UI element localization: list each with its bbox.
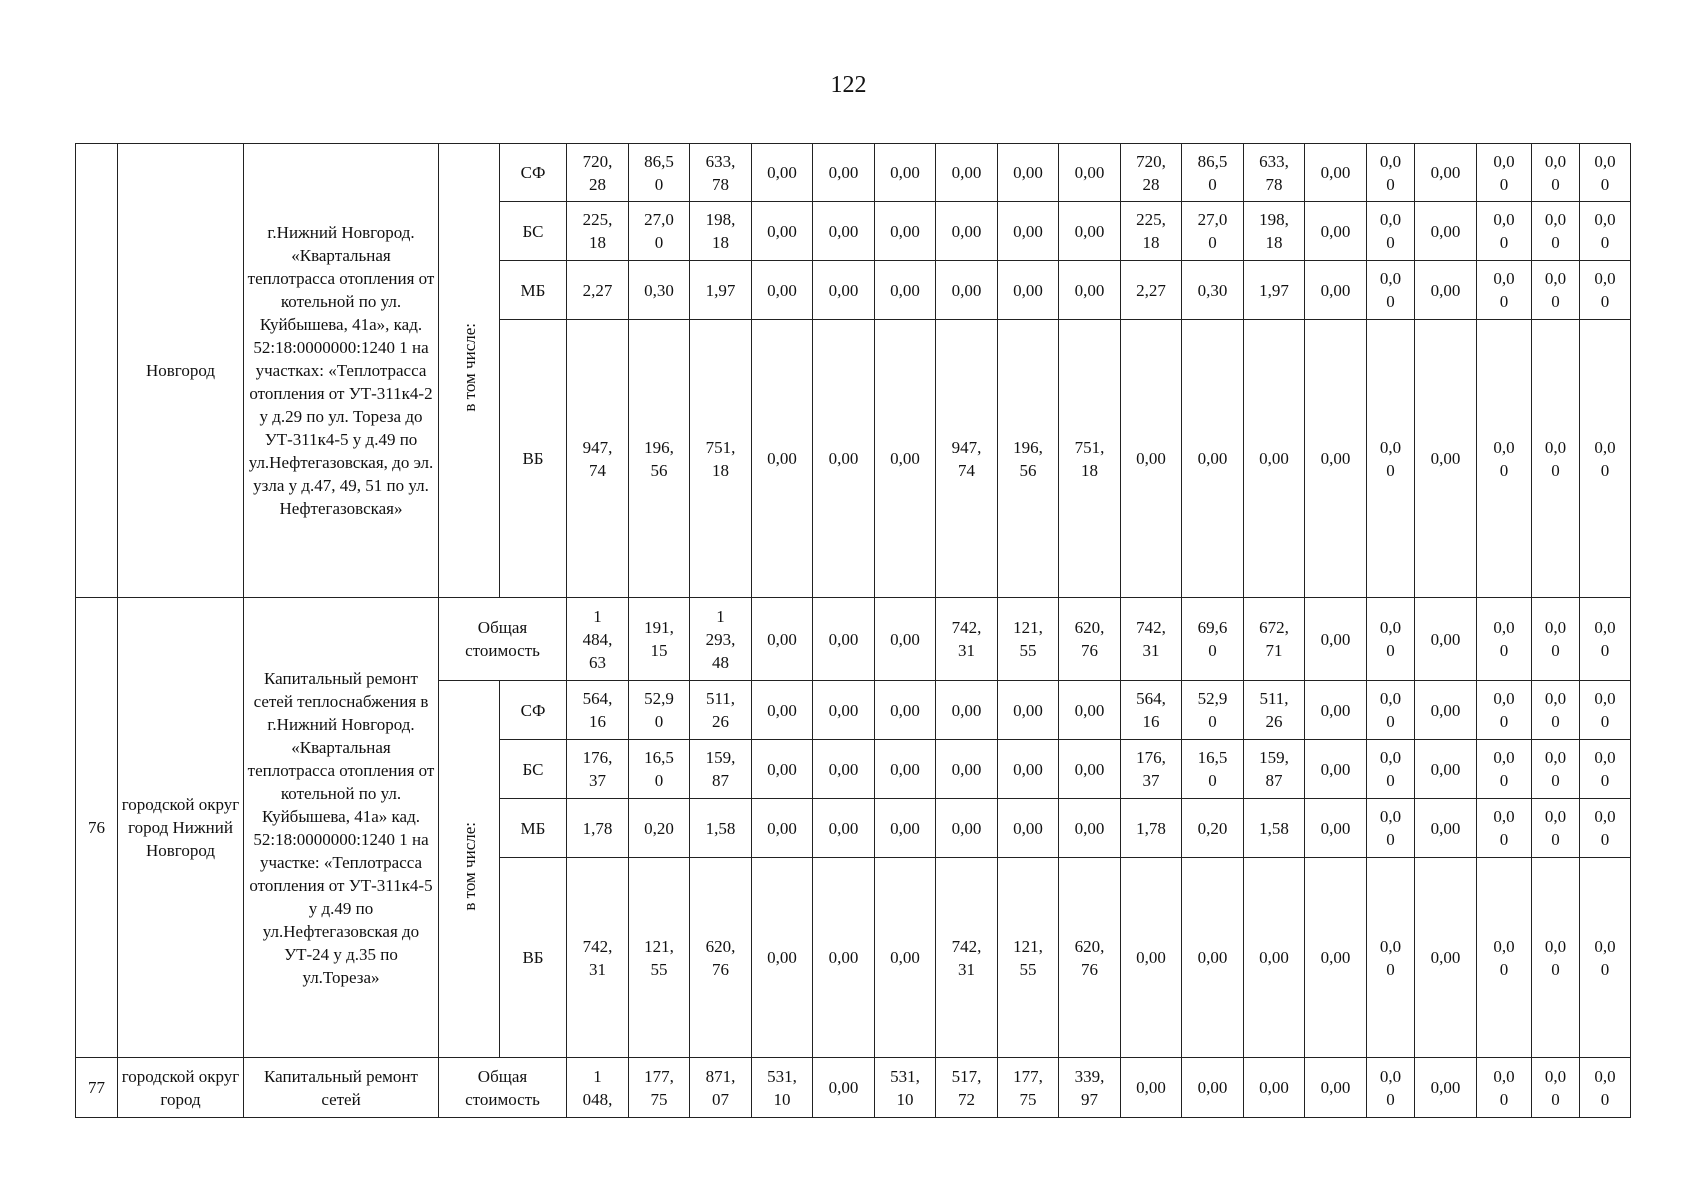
value-cell: 0,00 [813,320,875,598]
value-cell: 0,00 [813,681,875,740]
value-cell: 0,00 [813,261,875,320]
value-cell: 225, 18 [1121,202,1182,261]
total-cost-label: Общая стоимость [439,598,567,681]
value-cell: 121, 55 [998,858,1059,1058]
project-description: Капитальный ремонт сетей теплоснабжения в г.Нижний Новгород. «Квартальная теплотрасса отопления от котельной по ул. Куйбышева, 41а» кад. 52:18:0000000:1240 1 на участке: «Теплотрасса отопления от УТ-311к4-5 у д.49 по ул.Нефтегазовская до УТ-24 у д.35 по ул.Тореза» [244,598,439,1058]
value-cell: 564, 16 [567,681,629,740]
value-cell: 0,00 [1059,799,1121,858]
value-cell: 0,00 [1415,598,1477,681]
value-cell: 0,00 [813,598,875,681]
value-cell: 0,0 0 [1532,1058,1580,1118]
value-cell: 947, 74 [567,320,629,598]
page-number: 122 [830,72,867,98]
value-cell: 620, 76 [1059,598,1121,681]
value-cell: 0,00 [875,598,936,681]
value-cell: 0,00 [813,202,875,261]
value-cell: 511, 26 [1244,681,1305,740]
value-cell: 0,0 0 [1367,858,1415,1058]
value-cell: 198, 18 [690,202,752,261]
value-cell: 531, 10 [752,1058,813,1118]
value-cell: 742, 31 [1121,598,1182,681]
value-cell: 0,00 [998,202,1059,261]
value-cell: 196, 56 [998,320,1059,598]
value-cell: 0,00 [936,261,998,320]
value-cell: 0,0 0 [1580,740,1631,799]
row-number: 76 [76,598,118,1058]
value-cell: 0,0 0 [1580,858,1631,1058]
value-cell: 0,00 [998,261,1059,320]
value-cell: 0,0 0 [1580,320,1631,598]
value-cell: 0,00 [813,1058,875,1118]
value-cell: 0,00 [1305,202,1367,261]
funding-source-label: СФ [500,681,567,740]
value-cell: 0,00 [1415,202,1477,261]
value-cell: 0,0 0 [1477,144,1532,202]
value-cell: 0,00 [936,202,998,261]
value-cell: 0,00 [752,202,813,261]
value-cell: 0,20 [1182,799,1244,858]
municipality-name: городской округ город [118,1058,244,1118]
table-row [76,1058,1631,1118]
value-cell: 0,0 0 [1367,598,1415,681]
value-cell: 0,00 [998,799,1059,858]
value-cell: 0,20 [629,799,690,858]
value-cell: 0,0 0 [1532,858,1580,1058]
value-cell: 16,5 0 [1182,740,1244,799]
value-cell: 225, 18 [567,202,629,261]
project-description: Капитальный ремонт сетей [244,1058,439,1118]
value-cell: 0,00 [1244,320,1305,598]
value-cell: 27,0 0 [629,202,690,261]
value-cell: 0,00 [1059,740,1121,799]
value-cell: 16,5 0 [629,740,690,799]
value-cell: 742, 31 [567,858,629,1058]
value-cell: 0,00 [875,261,936,320]
value-cell: 0,00 [1415,799,1477,858]
table-row [76,598,1631,681]
value-cell: 0,00 [752,598,813,681]
value-cell: 177, 75 [998,1058,1059,1118]
value-cell: 0,00 [1244,858,1305,1058]
value-cell: 633, 78 [1244,144,1305,202]
value-cell: 1,97 [1244,261,1305,320]
value-cell: 0,0 0 [1477,799,1532,858]
in-total-text: в том числе: [459,821,479,911]
value-cell: 176, 37 [1121,740,1182,799]
value-cell: 0,00 [813,144,875,202]
municipality-name: Новгород [118,144,244,598]
value-cell: 0,0 0 [1532,320,1580,598]
value-cell: 0,0 0 [1477,1058,1532,1118]
funding-source-label: МБ [500,261,567,320]
value-cell: 0,00 [1415,681,1477,740]
value-cell: 176, 37 [567,740,629,799]
value-cell: 177, 75 [629,1058,690,1118]
value-cell: 339, 97 [1059,1058,1121,1118]
value-cell: 1 484, 63 [567,598,629,681]
value-cell: 0,0 0 [1477,858,1532,1058]
value-cell: 531, 10 [875,1058,936,1118]
value-cell: 751, 18 [690,320,752,598]
value-cell: 0,0 0 [1532,202,1580,261]
row-number: 77 [76,1058,118,1118]
value-cell: 86,5 0 [1182,144,1244,202]
value-cell: 0,0 0 [1367,681,1415,740]
value-cell: 52,9 0 [629,681,690,740]
municipality-name: городской округ город Нижний Новгород [118,598,244,1058]
value-cell: 0,00 [875,740,936,799]
value-cell: 0,00 [752,740,813,799]
value-cell: 0,00 [875,858,936,1058]
value-cell: 0,00 [1182,858,1244,1058]
value-cell: 0,0 0 [1477,261,1532,320]
value-cell: 191, 15 [629,598,690,681]
value-cell: 0,00 [875,681,936,740]
value-cell: 0,00 [1415,740,1477,799]
value-cell: 672, 71 [1244,598,1305,681]
value-cell: 0,00 [936,740,998,799]
value-cell: 0,0 0 [1532,681,1580,740]
value-cell: 0,00 [936,681,998,740]
value-cell: 0,00 [1059,202,1121,261]
value-cell: 0,00 [813,740,875,799]
value-cell: 511, 26 [690,681,752,740]
value-cell: 0,0 0 [1367,740,1415,799]
value-cell: 0,0 0 [1477,598,1532,681]
value-cell: 0,30 [1182,261,1244,320]
funding-source-label: СФ [500,144,567,202]
value-cell: 0,0 0 [1580,598,1631,681]
in-total-label [439,681,500,1058]
value-cell: 720, 28 [1121,144,1182,202]
funding-source-label: БС [500,202,567,261]
total-cost-label: Общая стоимость [439,1058,567,1118]
value-cell: 0,00 [1415,858,1477,1058]
funding-table [75,143,1631,1118]
value-cell: 0,0 0 [1367,320,1415,598]
value-cell: 620, 76 [690,858,752,1058]
value-cell: 0,0 0 [1532,598,1580,681]
project-description: г.Нижний Новгород. «Квартальная теплотрасса отопления от котельной по ул. Куйбышева, 41а», кад. 52:18:0000000:1240 1 на участках: «Теплотрасса отопления от УТ-311к4-2 у д.29 по ул. Тореза до УТ-311к4-5 у д.49 по ул.Нефтегазовская, до эл. узла у д.47, 49, 51 по ул. Нефтегазовская» [244,144,439,598]
value-cell: 0,00 [1415,1058,1477,1118]
value-cell: 0,00 [752,681,813,740]
value-cell: 0,0 0 [1367,261,1415,320]
value-cell: 0,0 0 [1580,681,1631,740]
value-cell: 0,0 0 [1367,202,1415,261]
value-cell: 0,00 [875,144,936,202]
value-cell: 159, 87 [1244,740,1305,799]
value-cell: 564, 16 [1121,681,1182,740]
funding-source-label: БС [500,740,567,799]
value-cell: 0,00 [936,799,998,858]
value-cell: 742, 31 [936,858,998,1058]
row-number [76,144,118,598]
value-cell: 0,00 [875,799,936,858]
value-cell: 0,0 0 [1532,799,1580,858]
value-cell: 2,27 [567,261,629,320]
value-cell: 121, 55 [998,598,1059,681]
value-cell: 751, 18 [1059,320,1121,598]
value-cell: 0,0 0 [1477,202,1532,261]
value-cell: 0,0 0 [1580,144,1631,202]
value-cell: 1 293, 48 [690,598,752,681]
value-cell: 0,0 0 [1367,799,1415,858]
value-cell: 0,00 [1415,320,1477,598]
value-cell: 0,00 [1305,858,1367,1058]
value-cell: 0,00 [752,858,813,1058]
value-cell: 69,6 0 [1182,598,1244,681]
value-cell: 1 048, [567,1058,629,1118]
value-cell: 0,0 0 [1580,261,1631,320]
value-cell: 198, 18 [1244,202,1305,261]
value-cell: 0,00 [752,320,813,598]
value-cell: 720, 28 [567,144,629,202]
value-cell: 0,00 [813,799,875,858]
value-cell: 0,0 0 [1367,144,1415,202]
value-cell: 1,58 [690,799,752,858]
value-cell: 0,00 [752,144,813,202]
value-cell: 1,78 [567,799,629,858]
value-cell: 0,00 [1244,1058,1305,1118]
value-cell: 0,00 [1059,261,1121,320]
value-cell: 0,00 [998,740,1059,799]
value-cell: 0,0 0 [1532,144,1580,202]
in-total-text: в том числе: [459,323,479,412]
value-cell: 0,00 [1059,144,1121,202]
value-cell: 0,0 0 [1580,799,1631,858]
value-cell: 0,00 [1121,1058,1182,1118]
value-cell: 196, 56 [629,320,690,598]
value-cell: 0,00 [1305,320,1367,598]
value-cell: 0,0 0 [1477,320,1532,598]
value-cell: 947, 74 [936,320,998,598]
value-cell: 86,5 0 [629,144,690,202]
value-cell: 0,00 [1121,320,1182,598]
value-cell: 0,00 [1121,858,1182,1058]
value-cell: 0,00 [998,144,1059,202]
value-cell: 0,00 [1182,1058,1244,1118]
value-cell: 0,00 [1182,320,1244,598]
in-total-label [439,144,500,598]
value-cell: 52,9 0 [1182,681,1244,740]
value-cell: 1,58 [1244,799,1305,858]
value-cell: 742, 31 [936,598,998,681]
funding-source-label: МБ [500,799,567,858]
table-row [76,144,1631,202]
value-cell: 2,27 [1121,261,1182,320]
value-cell: 0,00 [1059,681,1121,740]
funding-source-label: ВБ [500,858,567,1058]
value-cell: 0,00 [875,320,936,598]
value-cell: 0,00 [1305,740,1367,799]
value-cell: 871, 07 [690,1058,752,1118]
value-cell: 0,00 [1415,144,1477,202]
value-cell: 0,00 [875,202,936,261]
value-cell: 517, 72 [936,1058,998,1118]
value-cell: 0,0 0 [1532,261,1580,320]
value-cell: 0,0 0 [1477,681,1532,740]
value-cell: 27,0 0 [1182,202,1244,261]
value-cell: 633, 78 [690,144,752,202]
value-cell: 0,00 [1305,799,1367,858]
value-cell: 0,0 0 [1580,1058,1631,1118]
value-cell: 0,0 0 [1580,202,1631,261]
value-cell: 159, 87 [690,740,752,799]
value-cell: 0,00 [1415,261,1477,320]
value-cell: 0,00 [998,681,1059,740]
funding-source-label: ВБ [500,320,567,598]
value-cell: 1,97 [690,261,752,320]
value-cell: 0,0 0 [1532,740,1580,799]
value-cell: 0,00 [1305,1058,1367,1118]
value-cell: 121, 55 [629,858,690,1058]
value-cell: 0,00 [813,858,875,1058]
value-cell: 0,0 0 [1477,740,1532,799]
value-cell: 0,00 [1305,261,1367,320]
value-cell: 0,00 [936,144,998,202]
value-cell: 0,00 [1305,144,1367,202]
value-cell: 0,00 [1305,598,1367,681]
value-cell: 0,00 [752,261,813,320]
value-cell: 0,30 [629,261,690,320]
value-cell: 0,00 [1305,681,1367,740]
value-cell: 0,00 [752,799,813,858]
value-cell: 0,0 0 [1367,1058,1415,1118]
value-cell: 1,78 [1121,799,1182,858]
value-cell: 620, 76 [1059,858,1121,1058]
